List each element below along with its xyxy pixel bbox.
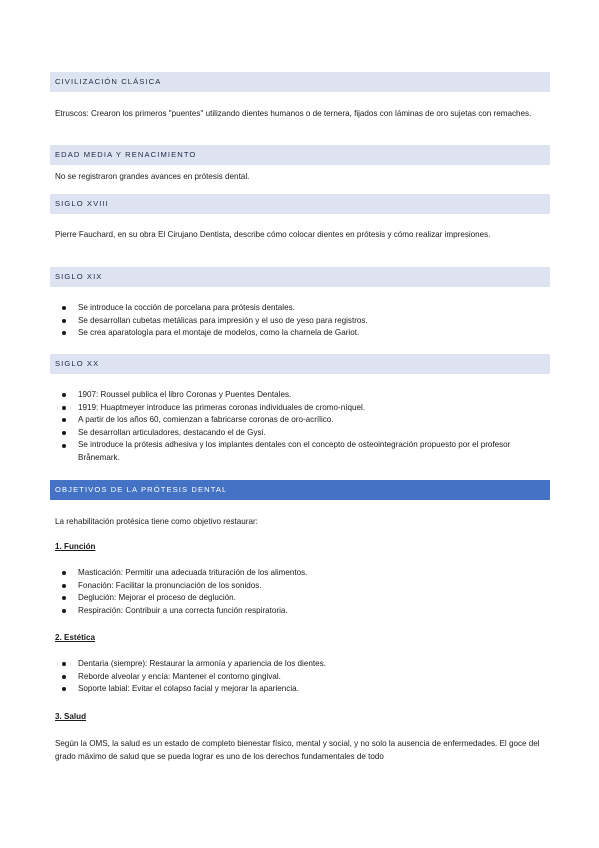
- subheading-salud: 3. Salud: [55, 712, 87, 721]
- list-item: Reborde alveolar y encía: Mantener el contorno gingival.: [62, 671, 542, 684]
- section-header-siglo-xviii: SIGLO XVIII: [50, 194, 550, 214]
- list-item: Soporte labial: Evitar el colapso facial y mejorar la apariencia.: [62, 683, 542, 696]
- list-item: Respiración: Contribuir a una correcta función respiratoria.: [62, 605, 542, 618]
- subheading-funcion: 1. Función: [55, 542, 96, 551]
- bullet-list-funcion: [62, 567, 542, 617]
- list-item: Se desarrollan cubetas metálicas para impresión y el uso de yeso para registros.: [62, 315, 542, 328]
- list-item: Se desarrollan articuladores, destacando el de Gysi.: [62, 427, 542, 440]
- subheading-estetica: 2. Estética: [55, 633, 96, 642]
- list-item: Dentaria (siempre): Restaurar la armonía y apariencia de los dientes.: [62, 658, 542, 671]
- section-header-edad-media: EDAD MEDIA Y RENACIMIENTO: [50, 145, 550, 165]
- bullet-list-siglo-xix: [62, 302, 542, 340]
- salud-text: Según la OMS, la salud es un estado de completo bienestar físico, mental y social, y no solo la ausencia de enfermedades. El goce del grado máximo de salud que se pueda lograr es uno de los derechos fundamentales de todo: [55, 739, 540, 761]
- list-item: Se introduce la prótesis adhesiva y los implantes dentales con el concepto de osteointegración propuesto por el profesor Brånemark.: [62, 439, 542, 464]
- list-item: Deglución: Mejorar el proceso de deglución.: [62, 592, 542, 605]
- section-text-siglo-xviii: Pierre Fauchard, en su obra El Cirujano Dentista, describe cómo colocar dientes en prótesis y cómo realizar impresiones.: [55, 230, 491, 239]
- objetivos-intro: La rehabilitación protésica tiene como objetivo restaurar:: [55, 517, 258, 526]
- section-header-civilizacion-clasica: CIVILIZACIÓN CLÁSICA: [50, 72, 550, 92]
- section-header-siglo-xx: SIGLO XX: [50, 354, 550, 374]
- list-item: 1919: Huaptmeyer introduce las primeras coronas individuales de cromo-níquel.: [62, 402, 542, 415]
- list-item: Fonación: Facilitar la pronunciación de los sonidos.: [62, 580, 542, 593]
- section-text-edad-media: No se registraron grandes avances en prótesis dental.: [55, 172, 250, 181]
- list-item: Masticación: Permitir una adecuada trituración de los alimentos.: [62, 567, 542, 580]
- section-header-siglo-xix: SIGLO XIX: [50, 267, 550, 287]
- section-header-objetivos: OBJETIVOS DE LA PRÓTESIS DENTAL: [50, 480, 550, 500]
- list-item: 1907: Roussel publica el libro Coronas y Puentes Dentales.: [62, 389, 542, 402]
- bullet-list-estetica: [62, 658, 542, 696]
- bullet-list-siglo-xx: [62, 389, 542, 465]
- list-item: Se introduce la cocción de porcelana para prótesis dentales.: [62, 302, 542, 315]
- list-item: Se crea aparatología para el montaje de modelos, como la charnela de Gariot.: [62, 327, 542, 340]
- section-text-civilizacion-clasica: Etruscos: Crearon los primeros "puentes" utilizando dientes humanos o de ternera, fijados con láminas de oro sujetas con remaches.: [55, 109, 532, 118]
- list-item: A partir de los años 60, comienzan a fabricarse coronas de oro-acrílico.: [62, 414, 542, 427]
